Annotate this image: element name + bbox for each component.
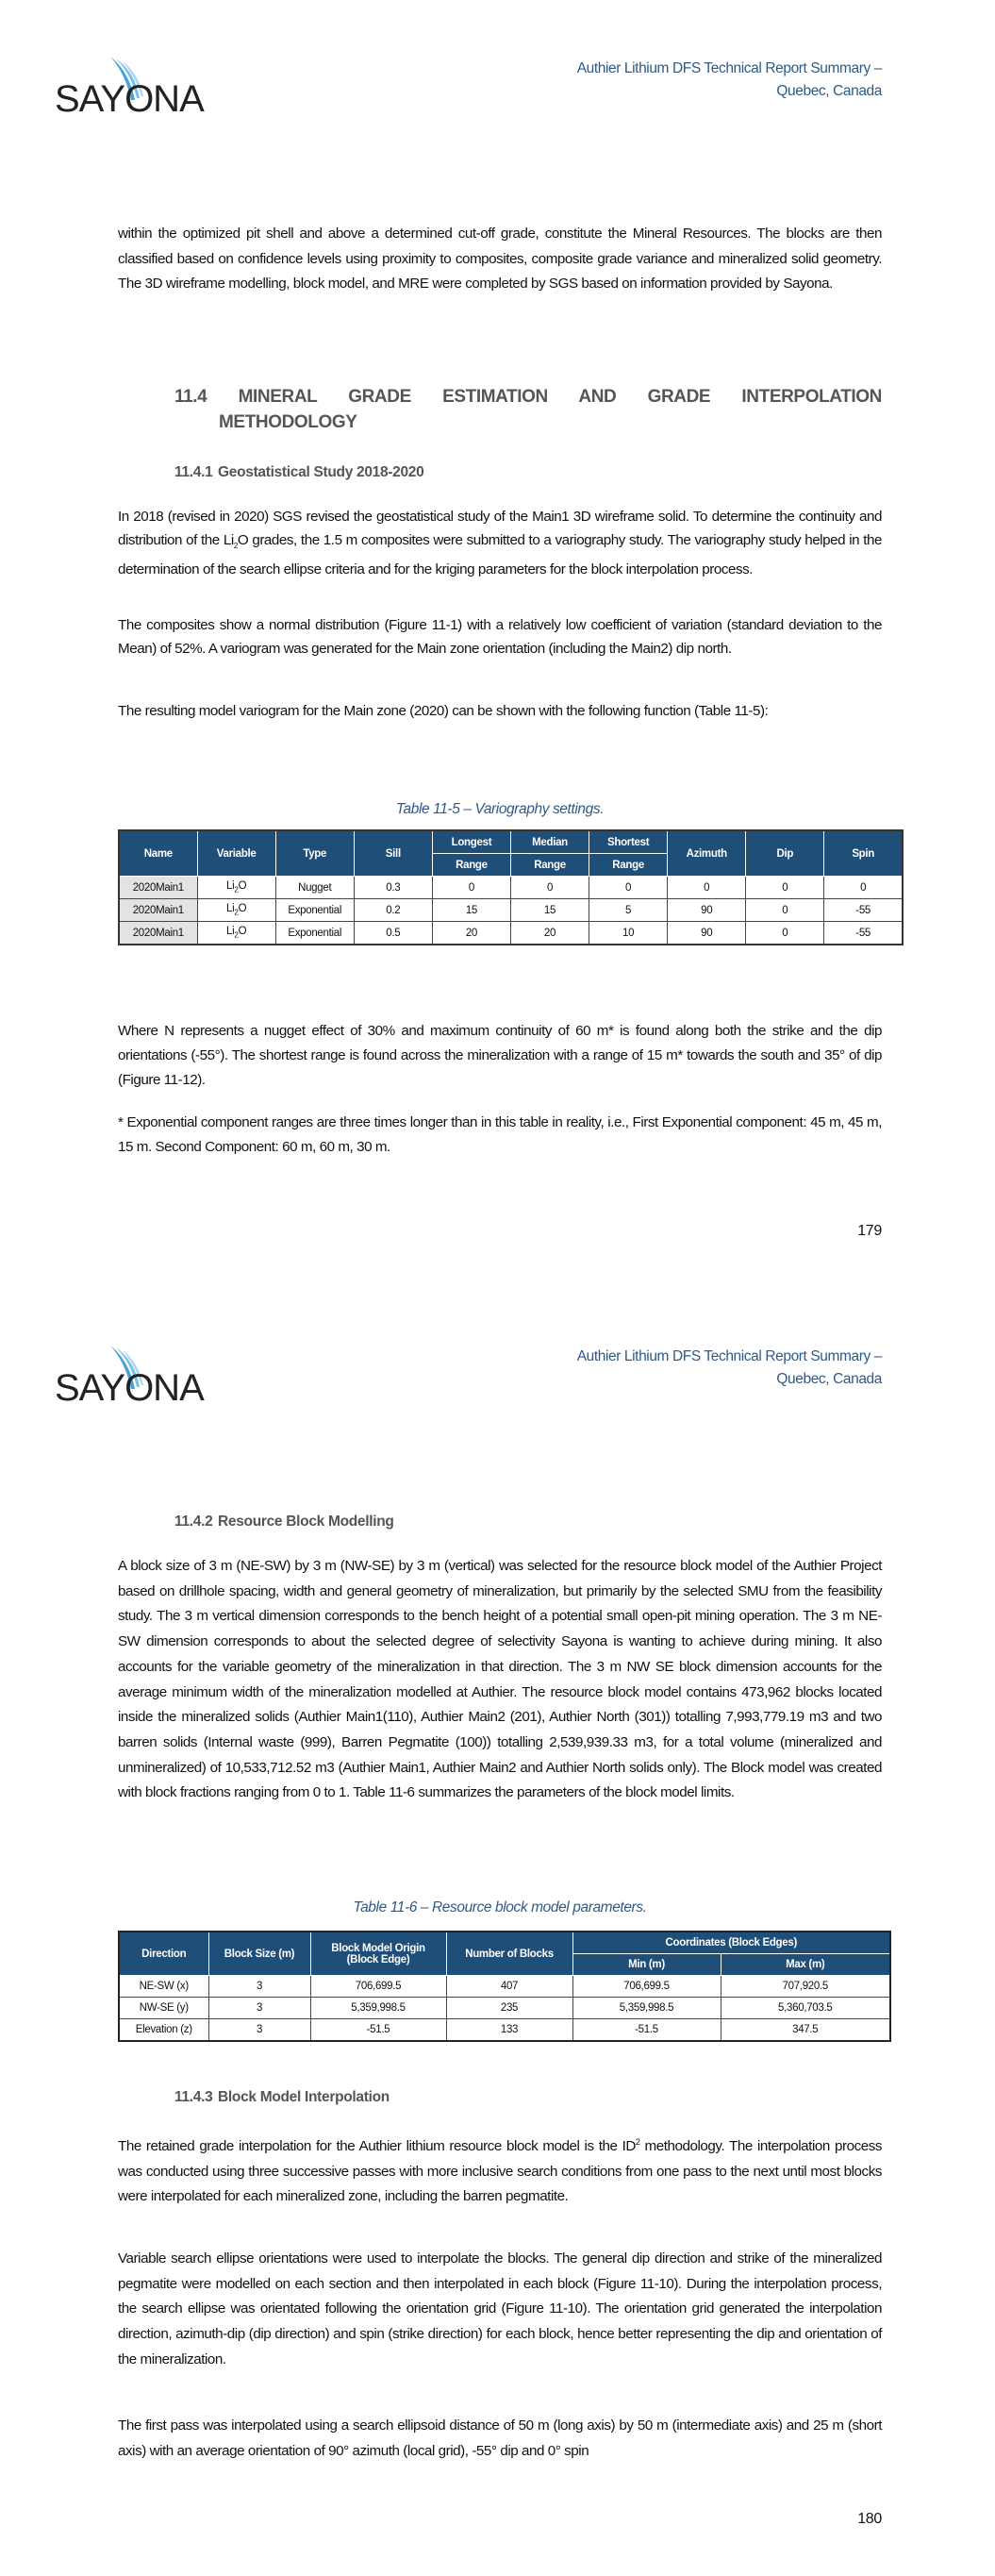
table-row — [119, 1976, 890, 1998]
cell-shortest: 0 — [589, 877, 668, 899]
header-title-line1: Authier Lithium DFS Technical Report Summary – — [576, 60, 882, 76]
cell-max: 707,920.5 — [721, 1976, 890, 1998]
subsection-number: 11.4.3 — [174, 2089, 213, 2105]
cell-block-size: 3 — [208, 1998, 310, 2019]
col-header-spin: Spin — [824, 830, 903, 877]
page-number: 180 — [857, 2511, 882, 2527]
sayona-logo — [55, 55, 204, 123]
cell-variable: $Li_2O$ — [197, 899, 275, 922]
geostat-paragraph: In 2018 (revised in 2020) SGS revised the geostatistical study of the Main1 3D wireframe solid. To determine the continuity and distribution of the $Li_2O$ grades, the 1.5 m composites were submitted to a variography study. The variography study helped in the determination of the search ellipse criteria and for the kriging parameters for the block interpolation process. — [118, 509, 883, 578]
table-row — [119, 899, 903, 922]
subsection-title: Resource Block Modelling — [218, 1514, 394, 1530]
cell-type: Exponential — [275, 922, 354, 945]
variogram-paragraph: The resulting model variogram for the Main zone (2020) can be shown with the following function (Table 11-5): — [118, 703, 769, 719]
footnote-paragraph: * Exponential component ranges are three times longer than in this table in reality, i.e., First Exponential component: 45 m, 45 m, 15 m. Second Component: 60 m, 60 m, 30 m. — [118, 1114, 882, 1155]
col-header-dip: Dip — [746, 830, 824, 877]
col-header-range: Range — [510, 854, 589, 877]
cell-longest: 15 — [432, 899, 510, 922]
cell-type: Nugget — [275, 877, 354, 899]
subsection-number: 11.4.2 — [174, 1514, 213, 1530]
col-header-longest: Longest — [432, 830, 510, 854]
cell-median: 15 — [510, 899, 589, 922]
subsection-heading-11-4-3 — [174, 2089, 390, 2106]
subsection-title: Geostatistical Study 2018-2020 — [218, 464, 424, 480]
composites-paragraph: The composites show a normal distribution (Figure 11-1) with a relatively low coefficient of variation (standard deviation to the Mean) of 52%. A variogram was generated for the Main zone orientation (including the Main2) dip north. — [118, 617, 882, 657]
cell-dip: 0 — [746, 877, 824, 899]
cell-variable: $Li_2O$ — [197, 877, 275, 899]
sayona-logo — [55, 1344, 204, 1412]
col-header-block-size: Block Size (m) — [208, 1932, 310, 1976]
block-model-table — [118, 1931, 891, 2042]
search-ellipse-paragraph: Variable search ellipse orientations were used to interpolate the blocks. The general dip direction and strike of the mineralized pegmatite were modelled on each section and then interpolated in each block (Figure 11-10). During the interpolation process, the search ellipse was orientated following the orientation grid (Figure 11-10). The orientation grid generated the interpolation direction, azimuth-dip (dip direction) and spin (strike direction) for each block, hence better representing the dip and orientation of the mineralization. — [118, 2250, 882, 2367]
page-number: 179 — [857, 1223, 882, 1239]
cell-direction: NE-SW (x) — [119, 1976, 208, 1998]
cell-num-blocks: 235 — [446, 1998, 572, 2019]
section-heading — [174, 382, 882, 411]
cell-origin: -51.5 — [310, 2019, 446, 2042]
cell-sill: 0.2 — [354, 899, 432, 922]
cell-min: 706,699.5 — [572, 1976, 721, 1998]
col-header-range: Range — [589, 854, 668, 877]
table-row — [119, 2019, 890, 2042]
col-header-range: Range — [432, 854, 510, 877]
header-title-line2: Quebec, Canada — [776, 1371, 882, 1387]
subsection-heading-11-4-1 — [174, 464, 423, 481]
col-header-variable: Variable — [197, 830, 275, 877]
cell-sill: 0.3 — [354, 877, 432, 899]
col-header-origin: Block Model Origin (Block Edge) — [310, 1932, 446, 1976]
section-title-line1: MINERAL GRADE ESTIMATION AND GRADE INTERPOLATION — [238, 387, 882, 407]
cell-longest: 0 — [432, 877, 510, 899]
interpolation-paragraph: The retained grade interpolation for the Authier lithium resource block model is the $ID^2$ methodology. The interpolation process was conducted using three successive passes with more inclusive search conditions from one pass to the next until most blocks were interpolated for each mineralized zone, including the barren pegmatite. — [118, 2137, 882, 2205]
col-header-min: Min (m) — [572, 1954, 721, 1976]
section-number: 11.4 — [174, 387, 207, 407]
col-header-num-blocks: Number of Blocks — [446, 1932, 572, 1976]
col-header-shortest: Shortest — [589, 830, 668, 854]
cell-direction: NW-SE (y) — [119, 1998, 208, 2019]
cell-name: 2020Main1 — [119, 899, 197, 922]
section-title-line2: METHODOLOGY — [219, 412, 357, 432]
logo-text: SAYONA — [55, 1367, 204, 1409]
cell-block-size: 3 — [208, 2019, 310, 2042]
table-row — [119, 922, 903, 945]
cell-shortest: 5 — [589, 899, 668, 922]
cell-type: Exponential — [275, 899, 354, 922]
intro-paragraph: within the optimized pit shell and above a determined cut-off grade, constitute the Mineral Resources. The blocks are then classified based on confidence levels using proximity to composites, composite grade variance and mineralized solid geometry. The 3D wireframe modelling, block model, and MRE were completed by SGS based on information provided by Sayona. — [118, 226, 882, 293]
report-header — [486, 1346, 882, 1391]
cell-spin: 0 — [824, 877, 903, 899]
col-header-name: Name — [119, 830, 197, 877]
cell-variable: $Li_2O$ — [197, 922, 275, 945]
cell-azimuth: 0 — [668, 877, 746, 899]
cell-dip: 0 — [746, 922, 824, 945]
cell-num-blocks: 133 — [446, 2019, 572, 2042]
cell-origin: 706,699.5 — [310, 1976, 446, 1998]
logo-text: SAYONA — [55, 78, 204, 120]
cell-block-size: 3 — [208, 1976, 310, 1998]
col-header-direction: Direction — [119, 1932, 208, 1976]
cell-azimuth: 90 — [668, 899, 746, 922]
cell-name: 2020Main1 — [119, 922, 197, 945]
cell-median: 0 — [510, 877, 589, 899]
cell-max: 347.5 — [721, 2019, 890, 2042]
cell-sill: 0.5 — [354, 922, 432, 945]
cell-max: 5,360,703.5 — [721, 1998, 890, 2019]
table-11-6-caption: Table 11-6 – Resource block model parameters. — [353, 1899, 647, 1915]
cell-longest: 20 — [432, 922, 510, 945]
col-header-azimuth: Azimuth — [668, 830, 746, 877]
cell-spin: -55 — [824, 922, 903, 945]
first-pass-paragraph: The first pass was interpolated using a search ellipsoid distance of 50 m (long axis) by 50 m (intermediate axis) and 25 m (short axis) with an average orientation of 90° azimuth (local grid), -55° dip and 0° spin — [118, 2417, 882, 2459]
cell-direction: Elevation (z) — [119, 2019, 208, 2042]
cell-shortest: 10 — [589, 922, 668, 945]
cell-median: 20 — [510, 922, 589, 945]
variography-table — [118, 829, 904, 945]
table-row — [119, 1998, 890, 2019]
subsection-heading-11-4-2 — [174, 1514, 394, 1531]
cell-spin: -55 — [824, 899, 903, 922]
cell-dip: 0 — [746, 899, 824, 922]
subsection-title: Block Model Interpolation — [218, 2089, 390, 2105]
table-row — [119, 877, 903, 899]
cell-azimuth: 90 — [668, 922, 746, 945]
table-11-5-caption: Table 11-5 – Variography settings. — [395, 801, 605, 817]
cell-num-blocks: 407 — [446, 1976, 572, 1998]
nugget-paragraph: Where N represents a nugget effect of 30% and maximum continuity of 60 m* is found along both the strike and the dip orientations (-55°). The shortest range is found across the mineralization with a range of 15 m* towards the south and 35° of dip (Figure 11-12). — [118, 1023, 882, 1088]
col-header-sill: Sill — [354, 830, 432, 877]
cell-min: -51.5 — [572, 2019, 721, 2042]
report-header — [486, 58, 882, 103]
block-size-paragraph: A block size of 3 m (NE-SW) by 3 m (NW-SE) by 3 m (vertical) was selected for the resource block model of the Authier Project based on drillhole spacing, width and general geometry of mineralization, but primarily by the selected SMU from the feasibility study. The 3 m vertical dimension corresponds to the bench height of a potential small open-pit mining operation. The 3 m NE-SW dimension corresponds to about the selected degree of selectivity Sayona is wanting to achieve during mining. It also accounts for the variable geometry of the mineralization in that direction. The 3 m NW SE block dimension accounts for the average minimum width of the mineralization modelled at Authier. The resource block model contains 473,962 blocks located inside the mineralized solids (Authier Main1(110), Authier Main2 (201), Authier North (301)) totalling 7,993,779.19 m3 and two barren solids (Internal waste (999), Barren Pegmatite (100)) totalling 2,539,939.33 m3, for a total volume (mineralized and unmineralized) of 10,533,712.52 m3 (Authier Main1, Authier Main2 and Authier North solids only). The Block model was created with block fractions ranging from 0 to 1. Table 11-6 summarizes the parameters of the block model limits. — [118, 1558, 882, 1801]
col-header-type: Type — [275, 830, 354, 877]
cell-min: 5,359,998.5 — [572, 1998, 721, 2019]
col-header-coordinates: Coordinates (Block Edges) — [572, 1932, 890, 1954]
col-header-max: Max (m) — [721, 1954, 890, 1976]
subsection-number: 11.4.1 — [174, 464, 213, 480]
cell-name: 2020Main1 — [119, 877, 197, 899]
header-title-line1: Authier Lithium DFS Technical Report Summary – — [576, 1348, 882, 1364]
col-header-median: Median — [510, 830, 589, 854]
header-title-line2: Quebec, Canada — [776, 83, 882, 99]
cell-origin: 5,359,998.5 — [310, 1998, 446, 2019]
